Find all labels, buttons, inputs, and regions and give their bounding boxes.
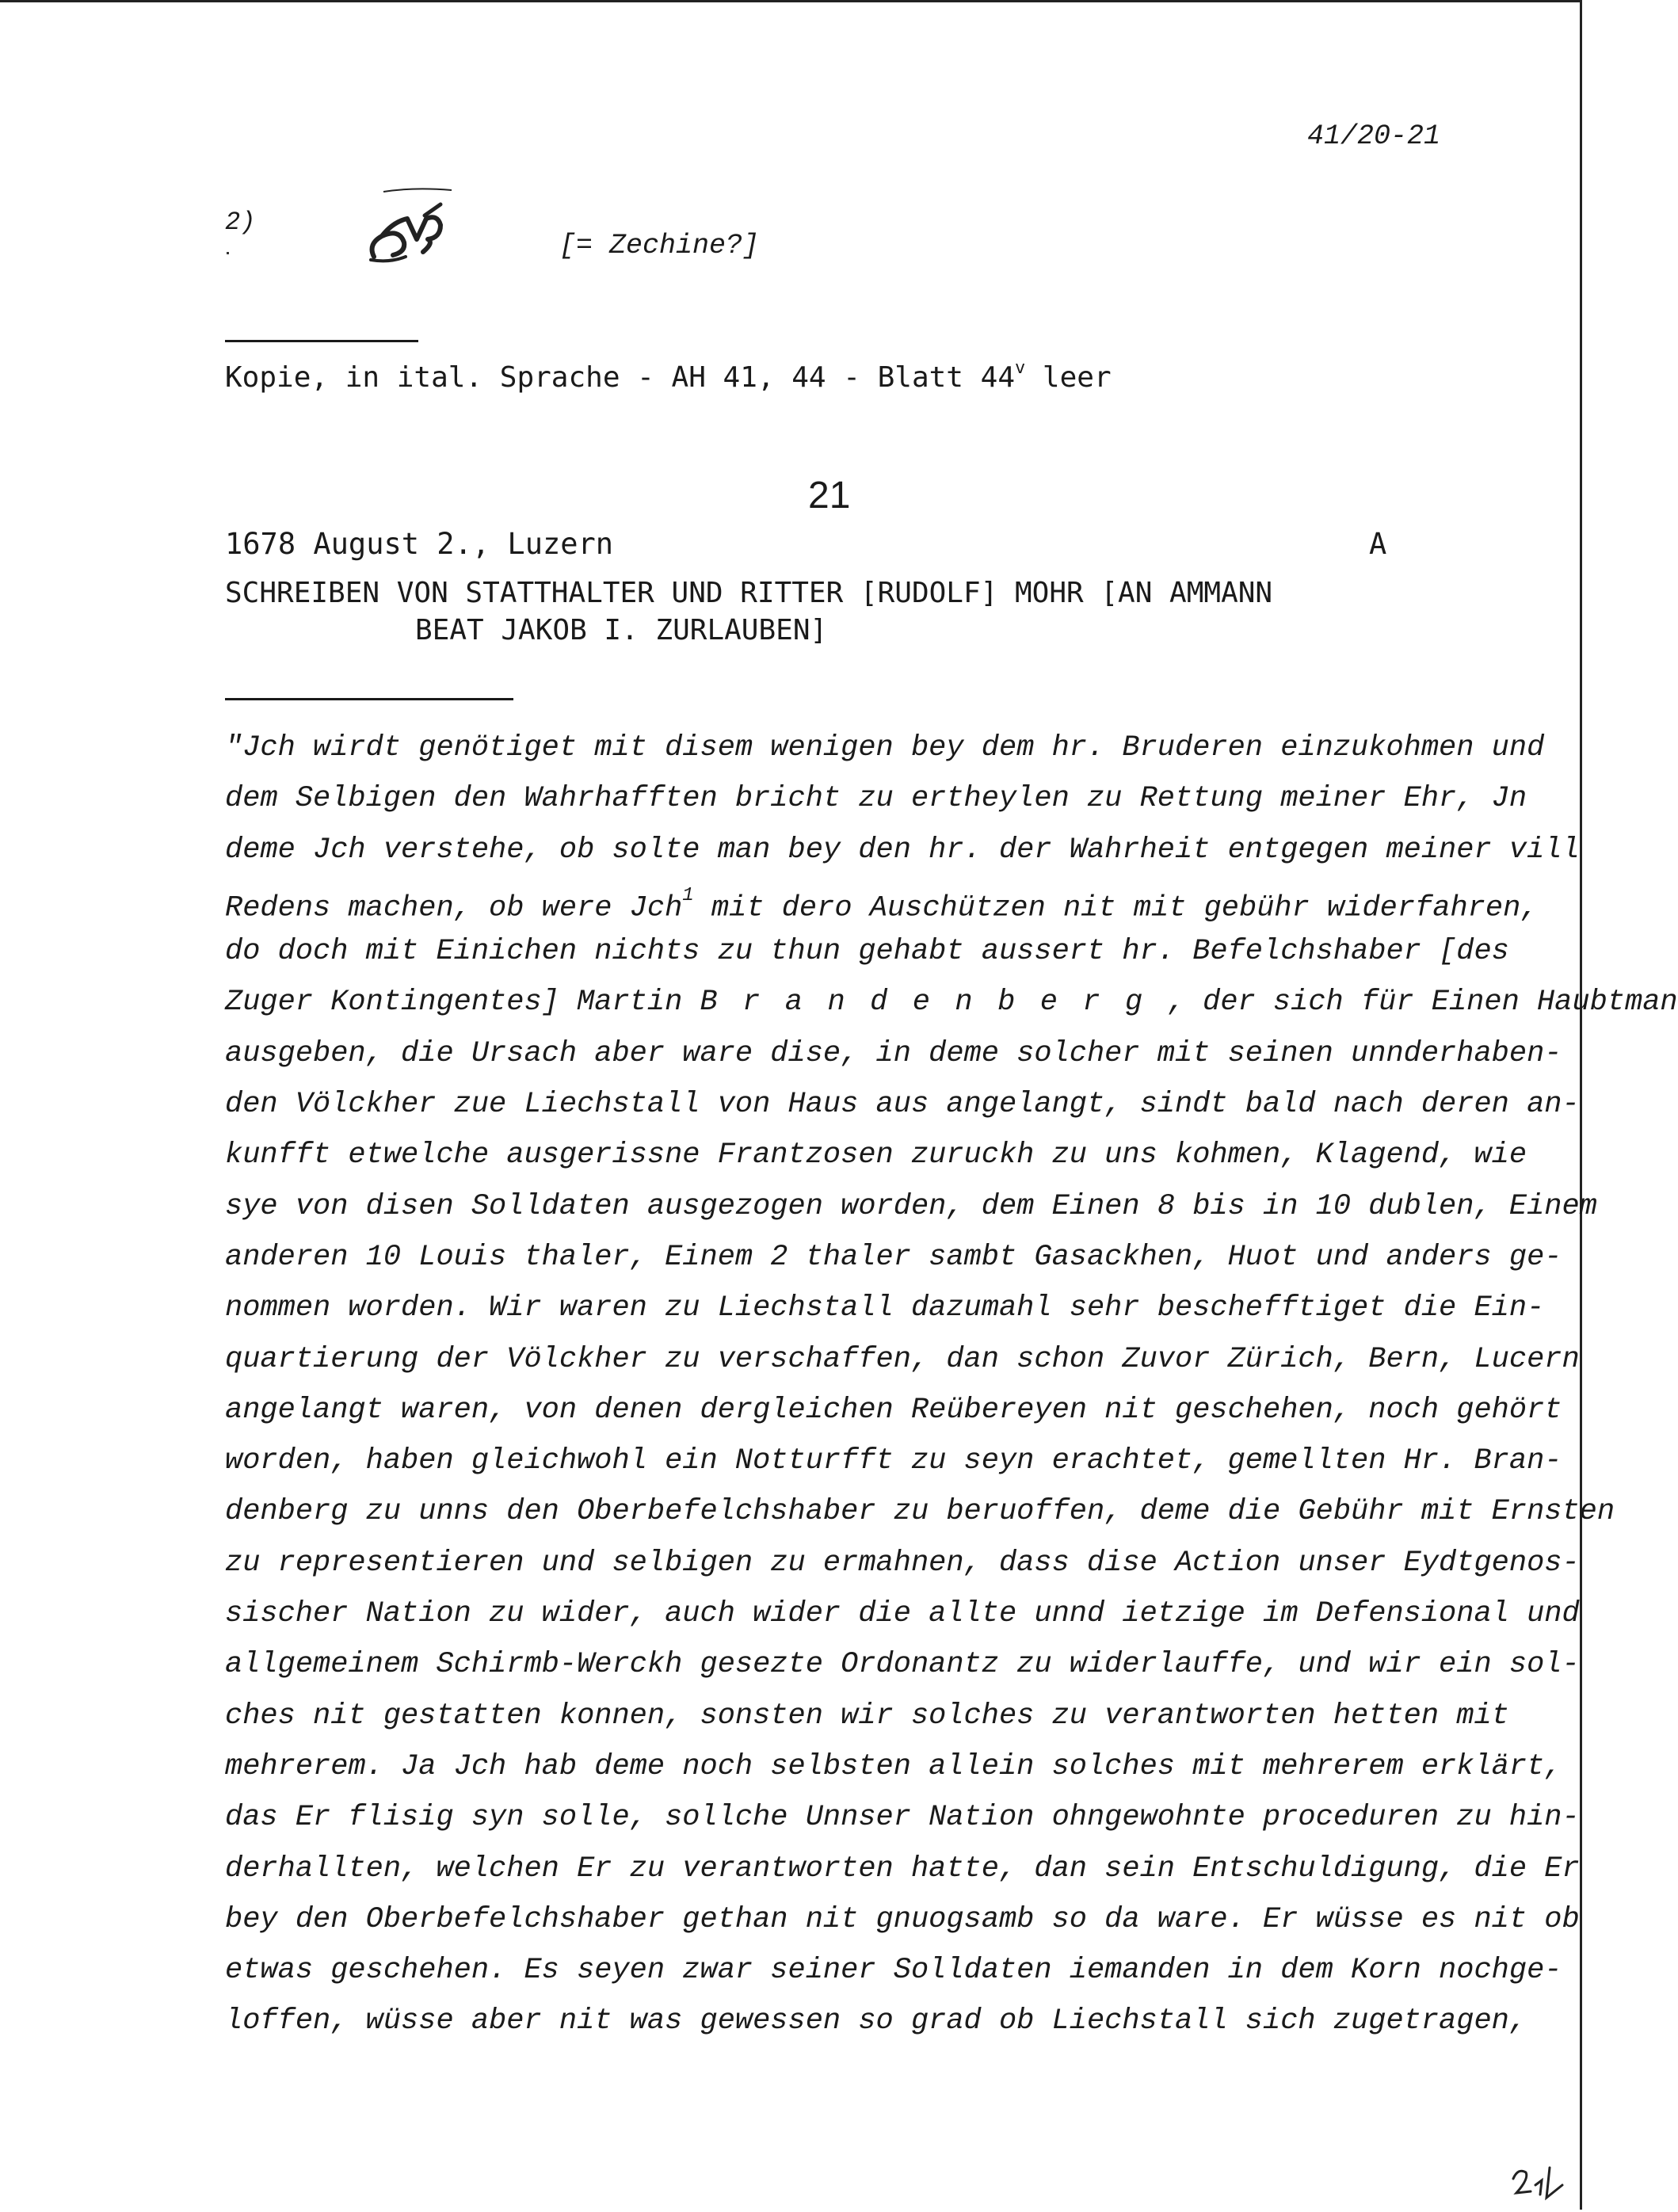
document-title-line2: BEAT JAKOB I. ZURLAUBEN]: [415, 614, 828, 646]
body-line: quartierung der Völckher zu verschaffen, dan schon Zuvor Zürich, Bern, Lucern: [225, 1342, 1580, 1376]
body-line: "Jch wirdt genötiget mit disem wenigen bey dem hr. Bruderen einzukohmen und: [225, 731, 1545, 765]
body-line-part: Redens machen, ob were Jch: [225, 891, 683, 925]
body-line: dem Selbigen den Wahrhafften bricht zu ertheylen zu Rettung meiner Ehr, Jn: [225, 782, 1527, 816]
body-line: sye von disen Solldaten ausgezogen worden, dem Einen 8 bis in 10 dublen, Einem: [225, 1189, 1597, 1223]
footnote-marker: 1: [682, 884, 694, 906]
document-title-line1: SCHREIBEN VON STATTHALTER UND RITTER [RUDOLF] MOHR [AN AMMANN: [225, 577, 1273, 609]
zechine-symbol-icon: [358, 184, 469, 271]
body-line: ches nit gestatten konnen, sonsten wir solches zu verantworten hetten mit: [225, 1699, 1509, 1733]
body-line-part: mit dero Auschützen nit mit gebühr widerfahren,: [693, 891, 1539, 925]
body-line-part: , der sich für Einen Haubtman: [1167, 986, 1678, 1020]
body-line: kunfft etwelche ausgerissne Frantzosen zuruckh zu uns kohmen, Klagend, wie: [225, 1138, 1527, 1173]
footnote-number: 2): [225, 208, 256, 237]
body-line: [225, 875, 1539, 926]
body-line: sischer Nation zu wider, auch wider die allte unnd ietzige im Defensional und: [225, 1597, 1580, 1631]
document-letter: A: [1369, 527, 1387, 561]
spaced-name: Brandenberg: [700, 986, 1168, 1020]
body-line: mehrerem. Ja Jch hab deme noch selbsten allein solches mit mehrerem erklärt,: [225, 1749, 1562, 1783]
page-reference: 41/20-21: [1307, 120, 1441, 152]
body-line: deme Jch verstehe, ob solte man bey den hr. der Wahrheit entgegen meiner vill: [225, 833, 1580, 867]
body-line: denberg zu unns den Oberbefelchshaber zu beruoffen, deme die Gebühr mit Ernsten: [225, 1495, 1615, 1529]
body-line: loffen, wüsse aber nit was gewessen so grad ob Liechstall sich zugetragen,: [225, 2004, 1527, 2038]
body-line: zu representieren und selbigen zu ermahnen, dass dise Action unser Eydtgenos-: [225, 1546, 1580, 1580]
divider: [225, 340, 418, 342]
body-line: allgemeinem Schirmb-Werckh gesezte Ordonantz zu widerlauffe, und wir ein sol-: [225, 1648, 1580, 1682]
body-line: derhallten, welchen Er zu verantworten hatte, dan sein Entschuldigung, die Er: [225, 1852, 1580, 1886]
source-note-superscript: v: [1015, 358, 1026, 378]
footnote-text: [= Zechine?]: [559, 230, 760, 261]
body-line: worden, haben gleichwohl ein Notturfft zu seyn erachtet, gemellten Hr. Bran-: [225, 1444, 1562, 1478]
divider: [225, 698, 513, 700]
handwritten-initials-icon: [1508, 2161, 1565, 2204]
source-note: [225, 358, 1112, 394]
body-line: ausgeben, die Ursach aber ware dise, in deme solcher mit seinen unnderhaben-: [225, 1036, 1562, 1070]
document-number: 21: [808, 475, 851, 517]
body-line: bey den Oberbefelchshaber gethan nit gnuogsamb so da ware. Er wüsse es nit ob: [225, 1902, 1580, 1936]
body-line: angelangt waren, von denen dergleichen Reübereyen nit geschehen, noch gehört: [225, 1393, 1562, 1427]
body-line-part: Zuger Kontingentes] Martin: [225, 986, 700, 1020]
body-line: etwas geschehen. Es seyen zwar seiner Solldaten iemanden in dem Korn nochge-: [225, 1954, 1562, 1988]
footnote-dot: [227, 252, 229, 254]
body-line: anderen 10 Louis thaler, Einem 2 thaler sambt Gasackhen, Huot und anders ge-: [225, 1240, 1562, 1274]
body-line: das Er flisig syn solle, sollche Unnser Nation ohngewohnte proceduren zu hin-: [225, 1801, 1580, 1835]
source-note-suffix: leer: [1025, 361, 1112, 394]
body-line: do doch mit Einichen nichts zu thun gehabt aussert hr. Befelchshaber [des: [225, 935, 1509, 969]
body-line: nommen worden. Wir waren zu Liechstall dazumahl sehr beschefftiget die Ein-: [225, 1291, 1545, 1325]
body-line: den Völckher zue Liechstall von Haus aus angelangt, sindt bald nach deren an-: [225, 1088, 1580, 1122]
document-date-place: 1678 August 2., Luzern: [225, 527, 614, 561]
body-line: [225, 977, 1678, 1028]
source-note-prefix: Kopie, in ital. Sprache - AH 41, 44 - Blatt 44: [225, 361, 1015, 394]
letter-body: [225, 723, 1678, 2047]
